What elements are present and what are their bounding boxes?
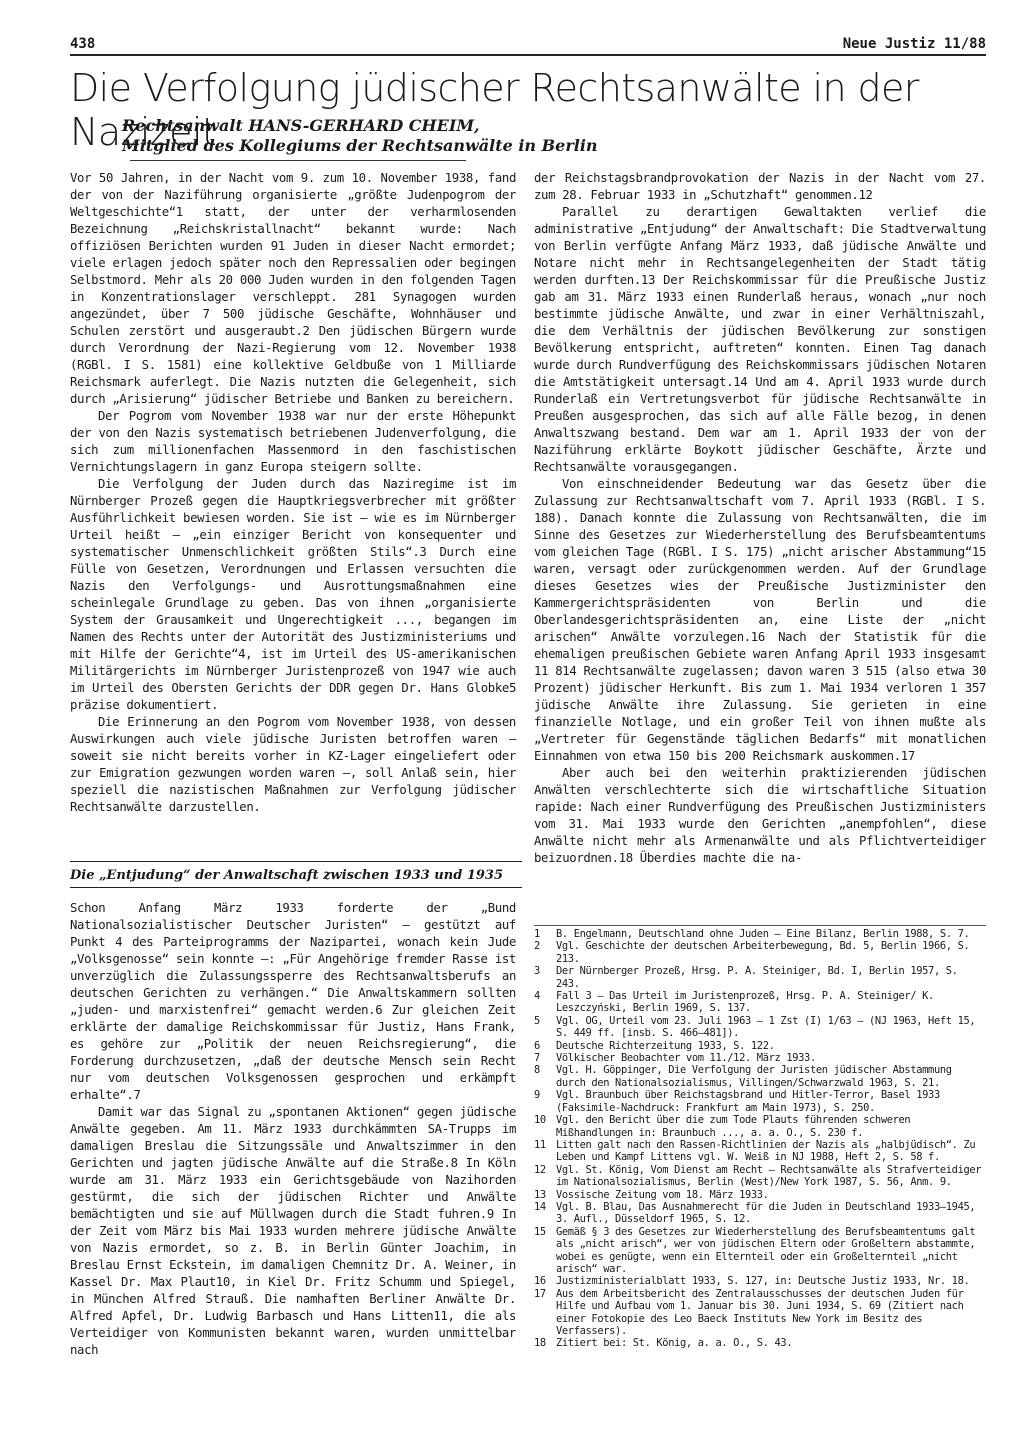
paragraph: Aber auch bei den weiterhin praktizierenden jüdischen Anwälten verschlechterte sich die wirtschaftliche Situation rapide: Nach einer Rundverfügung des Preußischen Justizministers vom 31. Mai 1933 wurde den Gerichten „anempfohlen“, diese Anwälte nicht mehr als Armenanwälte und als Pflichtverteidiger beizuordnen.18 Überdies machte die na- bbox=[534, 766, 986, 865]
footnote-number: 14 bbox=[534, 1200, 546, 1213]
footnote bbox=[534, 1139, 986, 1164]
footnote-number: 10 bbox=[534, 1114, 546, 1127]
section-heading: Die „Entjudung“ der Anwaltschaft zwischen 1933 und 1935 bbox=[70, 861, 522, 888]
footnote bbox=[534, 1114, 986, 1139]
footnote-text: Litten galt nach den Rassen-Richtlinien der Nazis als „halbjüdisch“. Zu Leben und Kampf Littens vgl. W. Weiß in NJ 1988, Heft 2, S. 58 f. bbox=[556, 1138, 976, 1164]
footnote-text: Gemäß § 3 des Gesetzes zur Wiederherstellung des Berufsbeamtentums galt als „nicht arisch“, wer von jüdischen Eltern oder Großeltern abstammte, wobei es genügte, wenn ein Elternteil oder ein Großelternteil „nicht arisch“ war. bbox=[556, 1225, 976, 1275]
footnote bbox=[534, 1089, 986, 1114]
footnote bbox=[534, 1040, 986, 1052]
footnote-text: Vgl. H. Göppinger, Die Verfolgung der Juristen jüdischer Abstammung durch den Nationalsozialismus, Villingen/Schwarzwald 1963, S. 21. bbox=[556, 1064, 952, 1089]
page-number: 438 bbox=[70, 36, 96, 52]
footnote-text: Vossische Zeitung vom 18. März 1933. bbox=[556, 1188, 769, 1201]
footnote-text: Vgl. Braunbuch über Reichstagsbrand und Hitler-Terror, Basel 1933 (Faksimile-Nachdruck: Frankfurt am Main 1973), S. 250. bbox=[556, 1089, 940, 1114]
footnote-number: 13 bbox=[534, 1188, 546, 1201]
author-affiliation: Mitglied des Kollegiums der Rechtsanwälte in Berlin bbox=[122, 136, 598, 155]
left-column-top bbox=[70, 170, 516, 816]
footnote-text: Vgl. St. König, Vom Dienst am Recht — Rechtsanwälte als Strafverteidiger im Nationalsozialismus, Berlin (West)/New York 1987, S. 56, Anm. 9. bbox=[556, 1163, 982, 1189]
footnote bbox=[534, 1164, 986, 1189]
footnote-number: 7 bbox=[534, 1052, 540, 1065]
footnote bbox=[534, 965, 986, 990]
paragraph: Parallel zu derartigen Gewaltakten verlief die administrative „Entjudung“ der Anwaltschaft: Die Stadtverwaltung von Berlin verfügte Anfang März 1933, daß jüdische Anwälte und Notare nicht mehr in Rechtsangelegenheiten der Stadt tätig werden durften.13 Der Reichskommissar für die Preußische Justiz gab am 31. März 1933 einen Runderlaß heraus, wonach „nur noch bestimmte jüdische Anwälte, und zwar in einer Verhältniszahl, die dem Verhältnis der jüdischen Bevölkerung zur sonstigen Bevölkerung entspricht, auftreten“ konnten. Einen Tag danach wurde durch Rundverfügung des Reichskommissars jüdischen Notaren die Amtstätigkeit untersagt.14 Und am 4. April 1933 wurde durch Runderlaß ein Vertretungsverbot für jüdische Rechtsanwälte in Preußen ausgesprochen, das sich auf alle Fälle bezog, in denen Anwaltszwang bestand. Dem war am 1. April 1933 der von der Naziführung erklärte Boykott jüdischer Geschäfte, Ärzte und Rechtsanwälte vorausgegangen. bbox=[534, 205, 986, 474]
footnote bbox=[534, 940, 986, 965]
footnote-text: Justizministerialblatt 1933, S. 127, in: Deutsche Justiz 1933, Nr. 18. bbox=[556, 1275, 970, 1288]
paragraph: Die Erinnerung an den Pogrom vom November 1938, von dessen Auswirkungen auch viele jüdische Juristen betroffen waren — soweit sie nicht bereits vorher in KZ-Lager eingeliefert oder zur Emigration gezwungen worden waren —, soll Anlaß sein, hier speziell die nazistischen Maßnahmen zur Verfolgung jüdischer Rechtsanwälte darzustellen. bbox=[70, 715, 516, 814]
footnote-text: Aus dem Arbeitsbericht des Zentralausschusses der deutschen Juden für Hilfe und Aufbau vom 1. Januar bis 30. Juni 1934, S. 69 (Zitiert nach einer Fotokopie des Leo Baeck Instituts New York im Besitz des Verfassers). bbox=[556, 1287, 964, 1337]
footnote bbox=[534, 1064, 986, 1089]
footnote-number: 11 bbox=[534, 1138, 546, 1151]
footnote-number: 12 bbox=[534, 1163, 546, 1176]
footnote-text: Deutsche Richterzeitung 1933, S. 122. bbox=[556, 1039, 775, 1052]
footnote-text: B. Engelmann, Deutschland ohne Juden — Eine Bilanz, Berlin 1988, S. 7. bbox=[556, 928, 970, 940]
paragraph: Vor 50 Jahren, in der Nacht vom 9. zum 10. November 1938, fand der von der Naziführung organisierte „größte Judenpogrom der Weltgeschichte“1 statt, der unter der verharmlosenden Bezeichnung „Reichskristallnacht“ bekannt wurde: Nach offiziösen Berichten wurden 91 Juden in dieser Nacht ermordet; viele erlagen jedoch später noch den Repressalien oder begingen Selbstmord. Mehr als 20 000 Juden wurden in den folgenden Tagen in Konzentrationslager verschleppt. 281 Synagogen wurden angezündet, über 7 500 jüdische Geschäfte, Wohnhäuser und Schulen zerstört und ausgeraubt.2 Den jüdischen Bürgern wurde durch Verordnung der Nazi-Regierung vom 12. November 1938 (RGBl. I S. 1581) eine kollektive Geldbuße von 1 Milliarde Reichsmark auferlegt. Die Nazis nutzten die Gelegenheit, sich durch „Arisierung“ jüdischer Betriebe und Banken zu bereichern. bbox=[70, 171, 516, 406]
footnote-text: Vgl. Geschichte der deutschen Arbeiterbewegung, Bd. 5, Berlin 1966, S. 213. bbox=[556, 940, 970, 965]
footnote-number: 1 bbox=[534, 928, 540, 940]
footnotes bbox=[534, 928, 986, 1350]
author-block bbox=[122, 116, 642, 156]
paragraph: Von einschneidender Bedeutung war das Gesetz über die Zulassung zur Rechtsanwaltschaft vom 7. April 1933 (RGBl. I S. 188). Danach konnte die Zulassung von Rechtsanwälten, die im Sinne des Gesetzes zur Wiederherstellung des Berufsbeamtentums vom gleichen Tage (RGBl. I S. 175) „nicht arischer Abstammung“15 waren, versagt oder zurückgenommen werden. Auf der Grundlage dieses Gesetzes wies der Preußische Justizminister den Kammergerichtspräsidenten von Berlin und die Oberlandesgerichtspräsidenten an, eine Liste der „nicht arischen“ Anwälte vorzulegen.16 Nach der Statistik für die ehemaligen preußischen Gebiete waren Anfang April 1933 insgesamt 11 814 Rechtsanwälte zugelassen; davon waren 3 515 (also etwa 30 Prozent) jüdischer Herkunft. Bis zum 1. Mai 1934 verloren 1 357 jüdische Anwälte ihre Zulassung. Sie gerieten in eine finanzielle Notlage, und ein großer Teil von ihnen mußte als „Vertreter für Gegenstände täglichen Bedarfs“ mit monatlichen Einnahmen von etwa 150 bis 200 Reichsmark auskommen.17 bbox=[534, 477, 986, 763]
paragraph: Schon Anfang März 1933 forderte der „Bund Nationalsozialistischer Deutscher Juristen“ — gestützt auf Punkt 4 des Parteiprogramms der Nazipartei, wonach kein Jude „Volksgenosse“ sein konnte —: „Für Angehörige fremder Rasse ist unverzüglich die Zulassungssperre des Rechtsanwaltsberufs an deutschen Gerichten zu verhängen.“ Die Anwaltskammern sollten „juden- und marxistenfrei“ gemacht werden.6 Zur gleichen Zeit erklärte der damalige Reichskommissar für Justiz, Hans Frank, es gehöre zur „Politik der neuen Reichsregierung“, die Forderung durchzusetzen, „daß der deutsche Mensch sein Recht nur vom deutschen Volksgenossen gesprochen und erkämpft erhalte“.7 bbox=[70, 901, 516, 1102]
footnote-number: 4 bbox=[534, 990, 540, 1003]
paragraph: Damit war das Signal zu „spontanen Aktionen“ gegen jüdische Anwälte gegeben. Am 11. März 1933 durchkämmten SA-Trupps im damaligen Breslau die Sitzungssäle und Anwaltszimmer in den Gerichten und jagten jüdische Anwälte auf die Straße.8 In Köln wurde am 31. März 1933 ein Gerichtsgebäude von Nazihorden gestürmt, die sich der jüdischen Richter und Anwälte bemächtigten und sie auf Müllwagen durch die Stadt fuhren.9 In der Zeit vom März bis Mai 1933 wurden mehrere jüdische Anwälte von Nazis ermordet, so z. B. in Berlin Günter Joachim, in Breslau Ernst Eckstein, im damaligen Chemnitz Dr. A. Weiner, in Kassel Dr. Max Plaut10, in Kiel Dr. Fritz Schumm und Spiegel, in München Alfred Strauß. Die namhaften Berliner Anwälte Dr. Alfred Apfel, Dr. Ludwig Barbasch und Hans Litten11, die als Verteidiger von Kommunisten bekannt waren, wurden unmittelbar nach bbox=[70, 1105, 516, 1357]
author-name: Rechtsanwalt HANS-GERHARD CHEIM, bbox=[122, 116, 480, 135]
footnote-number: 15 bbox=[534, 1225, 546, 1238]
footnote-number: 2 bbox=[534, 940, 540, 953]
footnote bbox=[534, 1015, 986, 1040]
footnote-number: 18 bbox=[534, 1337, 546, 1350]
footnote bbox=[534, 1275, 986, 1287]
footnote-number: 6 bbox=[534, 1039, 540, 1052]
footnote-text: Völkischer Beobachter vom 11./12. März 1933. bbox=[556, 1052, 816, 1065]
footnote-text: Fall 3 — Das Urteil im Juristenprozeß, Hrsg. P. A. Steiniger/ K. Leszczyński, Berlin 1969, S. 137. bbox=[556, 990, 934, 1015]
paragraph: der Reichstagsbrandprovokation der Nazis in der Nacht vom 27. zum 28. Februar 1933 in „Schutzhaft“ genommen.12 bbox=[534, 171, 986, 202]
footnote-number: 9 bbox=[534, 1089, 540, 1102]
page-header bbox=[70, 36, 986, 56]
paragraph: Die Verfolgung der Juden durch das Naziregime ist im Nürnberger Prozeß gegen die Hauptkriegsverbrecher mit größter Ausführlichkeit bewiesen worden. Sie ist — wie es im Nürnberger Urteil heißt — „ein einziger Bericht von konsequenter und systematischer Unmenschlichkeit größten Stils“.3 Durch eine Fülle von Gesetzen, Verordnungen und Erlassen versuchten die Nazis den Verfolgungs- und Ausrottungsmaßnahmen eine scheinlegale Grundlage zu geben. Das von ihnen „organisierte System der Grausamkeit und Ungerechtigkeit ..., begangen im Namen des Rechts unter der Autorität des Justizministeriums und mit Hilfe der Gerichte“4, ist im Urteil des US-amerikanischen Militärgerichts im Nürnberger Juristenprozeß von 1947 wie auch im Urteil des Obersten Gerichts der DDR gegen Dr. Hans Globke5 präzise dokumentiert. bbox=[70, 477, 516, 712]
footnote bbox=[534, 1201, 986, 1226]
footnote-number: 3 bbox=[534, 965, 540, 978]
footnote bbox=[534, 928, 986, 940]
footnote-text: Vgl. B. Blau, Das Ausnahmerecht für die Juden in Deutschland 1933—1945, 3. Aufl., Düsseldorf 1965, S. 12. bbox=[556, 1200, 976, 1226]
footnote-text: Zitiert bei: St. König, a. a. O., S. 43. bbox=[556, 1337, 793, 1350]
footnote-number: 8 bbox=[534, 1064, 540, 1077]
article-title: Die Verfolgung jüdischer Rechtsanwälte in der Nazizeit bbox=[70, 66, 919, 154]
footnote-text: Der Nürnberger Prozeß, Hrsg. P. A. Steiniger, Bd. I, Berlin 1957, S. 243. bbox=[556, 965, 958, 990]
footnote-number: 17 bbox=[534, 1287, 546, 1300]
footnote bbox=[534, 990, 986, 1015]
footnote bbox=[534, 1226, 986, 1276]
footnote bbox=[534, 1052, 986, 1064]
paragraph: Der Pogrom vom November 1938 war nur der erste Höhepunkt der von den Nazis systematisch betriebenen Judenverfolgung, die sich zum millionenfachen Massenmord in den faschistischen Vernichtungslagern in ganz Europa steigern sollte. bbox=[70, 409, 516, 474]
right-column bbox=[534, 170, 986, 867]
footnote bbox=[534, 1337, 986, 1349]
footnote-text: Vgl. OG, Urteil vom 23. Juli 1963 — 1 Zst (I) 1/63 — (NJ 1963, Heft 15, S. 449 ff. [insb. S. 466—481]). bbox=[556, 1014, 976, 1040]
footnote bbox=[534, 1288, 986, 1338]
footnote-text: Vgl. den Bericht über die zum Tode Plauts führenden schweren Mißhandlungen in: Braunbuch ..., a. a. O., S. 230 f. bbox=[556, 1114, 911, 1139]
footnote-number: 16 bbox=[534, 1275, 546, 1288]
footnote bbox=[534, 1189, 986, 1201]
footnote-number: 5 bbox=[534, 1014, 540, 1027]
footnote-rule bbox=[534, 925, 986, 926]
left-column-bottom bbox=[70, 900, 516, 1359]
author-rule bbox=[130, 160, 466, 161]
journal-issue: Neue Justiz 11/88 bbox=[842, 36, 986, 52]
